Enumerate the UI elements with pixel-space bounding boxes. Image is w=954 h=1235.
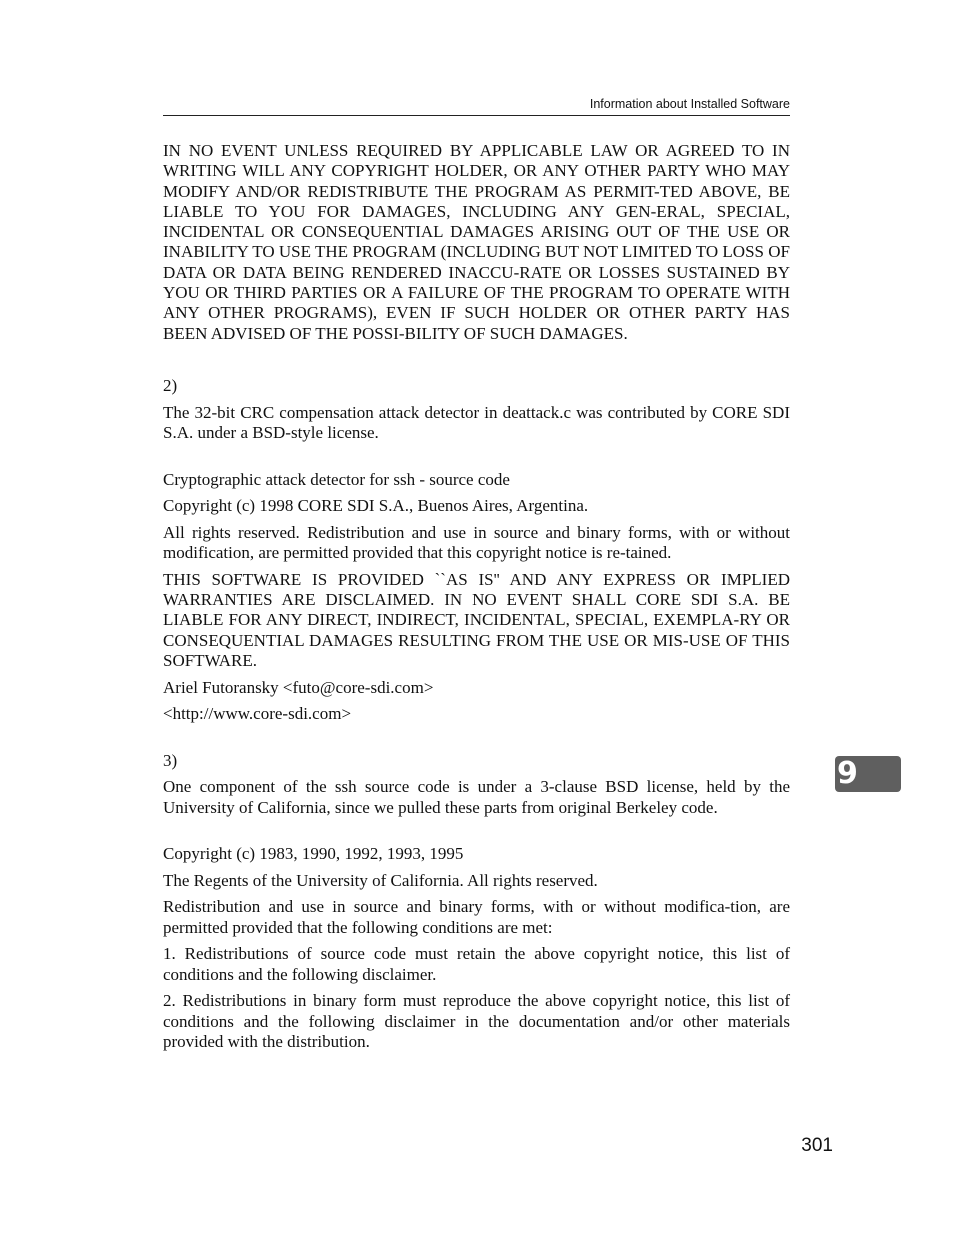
uc-regents: The Regents of the University of California. All rights reserved. — [163, 870, 598, 890]
section-3-label: 3) — [163, 750, 178, 770]
section-spacer — [163, 824, 790, 844]
core-sdi-disclaimer: THIS SOFTWARE IS PROVIDED ``AS IS'' AND ANY EXPRESS OR IMPLIED WARRANTIES ARE DISCLAIMED. IN NO EVENT SHALL CORE SDI S.A. BE LIABLE FOR ANY DIRECT, INDIRECT, INCIDENTAL, SPECIAL, EXEMPLA-RY OR CONSEQUENTIAL DAMAGES RESULTING FROM THE USE OR MIS-USE OF THIS SOFTWARE. — [163, 569, 790, 671]
website-line: <http://www.core-sdi.com> — [163, 704, 352, 724]
author-line: Ariel Futoransky <futo@core-sdi.com> — [163, 677, 434, 697]
core-sdi-rights: All rights reserved. Redistribution and use in source and binary forms, with or without modification, are permitted provided that this copyright notice is re-tained. — [163, 522, 790, 563]
page-number: 301 — [801, 1135, 833, 1156]
section-spacer — [163, 450, 790, 470]
uc-redistribution: Redistribution and use in source and binary forms, with or without modifica-tion, are permitted provided that the following conditions are met: — [163, 897, 790, 937]
crypto-detector-title: Cryptographic attack detector for ssh - source code — [163, 469, 510, 489]
uc-copyright: Copyright (c) 1983, 1990, 1992, 1993, 1995 — [163, 844, 464, 864]
section-2-label: 2) — [163, 376, 178, 396]
uc-condition-2: 2. Redistributions in binary form must reproduce the above copyright notice, this list of conditions and the following disclaimer in the documentation and/or other materials provided with the distribution. — [163, 991, 790, 1051]
running-header-title: Information about Installed Software — [589, 97, 790, 111]
section-3-intro: One component of the ssh source code is under a 3-clause BSD license, held by the University of California, since we pulled these parts from original Berkeley code. — [163, 777, 790, 817]
page-body — [163, 141, 790, 1058]
section-spacer — [163, 731, 790, 751]
section-2-intro: The 32-bit CRC compensation attack detector in deattack.c was contributed by CORE SDI S.A. under a BSD-style license. — [163, 402, 790, 443]
chapter-tab — [835, 756, 901, 792]
section-spacer — [163, 350, 790, 376]
chapter-tab-number: 9 — [837, 756, 858, 791]
running-header — [163, 96, 790, 116]
uc-condition-1: 1. Redistributions of source code must retain the above copyright notice, this list of conditions and the following disclaimer. — [163, 944, 790, 984]
core-sdi-copyright: Copyright (c) 1998 CORE SDI S.A., Buenos Aires, Argentina. — [163, 496, 589, 516]
warranty-paragraph: IN NO EVENT UNLESS REQUIRED BY APPLICABLE LAW OR AGREED TO IN WRITING WILL ANY COPYRIGHT HOLDER, OR ANY OTHER PARTY WHO MAY MODIFY AND/OR REDISTRIBUTE THE PROGRAM AS PERMIT-TED ABOVE, BE LIABLE TO YOU FOR DAMAGES, INCLUDING ANY GEN-ERAL, SPECIAL, INCIDENTAL OR CONSEQUENTIAL DAMAGES ARISING OUT OF THE USE OR INABILITY TO USE THE PROGRAM (INCLUDING BUT NOT LIMITED TO LOSS OF DATA OR DATA BEING RENDERED INACCU-RATE OR LOSSES SUSTAINED BY YOU OR THIRD PARTIES OR A FAILURE OF THE PROGRAM TO OPERATE WITH ANY OTHER PROGRAMS), EVEN IF SUCH HOLDER OR OTHER PARTY HAS BEEN ADVISED OF THE POSSI-BILITY OF SUCH DAMAGES. — [163, 141, 790, 343]
